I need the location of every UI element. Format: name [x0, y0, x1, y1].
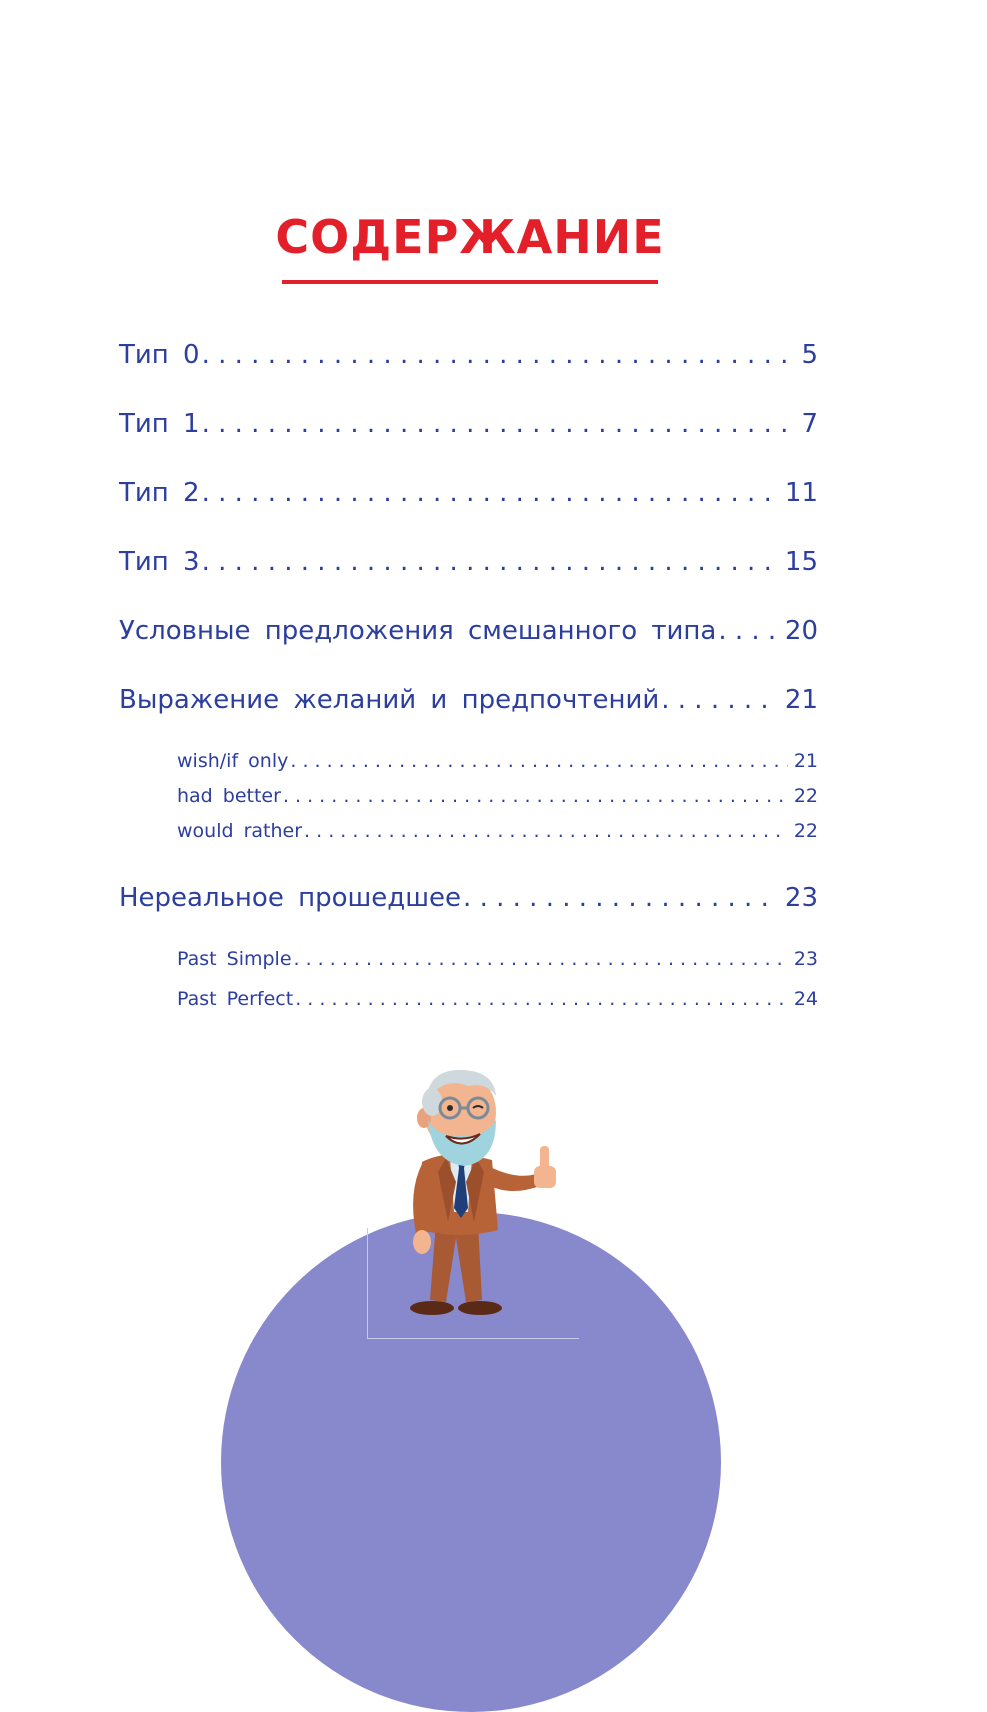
page-title: СОДЕРЖАНИЕ: [275, 210, 665, 264]
toc-entry-label: had better: [177, 785, 281, 807]
toc-entry-label: Past Perfect: [177, 988, 294, 1010]
toc-entry-label: Условные предложения смешанного типа: [119, 616, 717, 646]
toc-entry-page: 23: [793, 948, 818, 970]
frame-divider: [367, 1338, 579, 1339]
toc-entry-label: Выражение желаний и предпочтений: [119, 685, 660, 715]
toc-entry-page: 22: [793, 785, 818, 807]
dot-leader: [294, 948, 788, 970]
toc-entry-label: Past Simple: [177, 948, 292, 970]
dot-leader: [304, 820, 788, 842]
toc-entry[interactable]: [119, 478, 818, 508]
dot-leader: [290, 750, 787, 772]
toc-entry-label: would rather: [177, 820, 303, 842]
toc-entry-label: Тип 0: [119, 340, 200, 370]
toc-entry-label: Тип 2: [119, 478, 200, 508]
toc-entry[interactable]: [119, 883, 818, 913]
dot-leader: [283, 785, 788, 807]
toc-entry-page: 21: [784, 685, 818, 715]
toc-subentry[interactable]: [177, 750, 818, 772]
toc-entry-label: wish/if only: [177, 750, 289, 772]
toc-entry-page: 21: [793, 750, 818, 772]
dot-leader: [463, 883, 779, 913]
title-underline: [282, 280, 658, 284]
toc-entry-page: 20: [784, 616, 818, 646]
toc-entry-page: 23: [784, 883, 818, 913]
toc-entry-label: Нереальное прошедшее: [119, 883, 462, 913]
toc-entry-page: 15: [784, 547, 818, 577]
frame-divider: [367, 1228, 368, 1338]
toc-entry-label: Тип 3: [119, 547, 200, 577]
toc-subentry[interactable]: [177, 948, 818, 970]
toc-entry[interactable]: [119, 547, 818, 577]
toc-entry-page: 5: [801, 340, 818, 370]
dot-leader: [202, 478, 779, 508]
dot-leader: [202, 340, 796, 370]
toc-entry[interactable]: [119, 685, 818, 715]
dot-leader: [295, 988, 788, 1010]
toc-entry[interactable]: [119, 340, 818, 370]
toc-entry[interactable]: [119, 616, 818, 646]
toc-entry-page: 22: [793, 820, 818, 842]
toc-entry-page: 11: [784, 478, 818, 508]
toc-subentry[interactable]: [177, 820, 818, 842]
toc-subentry[interactable]: [177, 785, 818, 807]
dot-leader: [661, 685, 779, 715]
professor-thumbs-up-illustration: [388, 1062, 588, 1332]
dot-leader: [202, 409, 796, 439]
toc-entry-page: 7: [801, 409, 818, 439]
dot-leader: [202, 547, 779, 577]
toc-entry[interactable]: [119, 409, 818, 439]
dot-leader: [718, 616, 779, 646]
toc-subentry[interactable]: [177, 988, 818, 1010]
toc-entry-label: Тип 1: [119, 409, 200, 439]
toc-entry-page: 24: [793, 988, 818, 1010]
